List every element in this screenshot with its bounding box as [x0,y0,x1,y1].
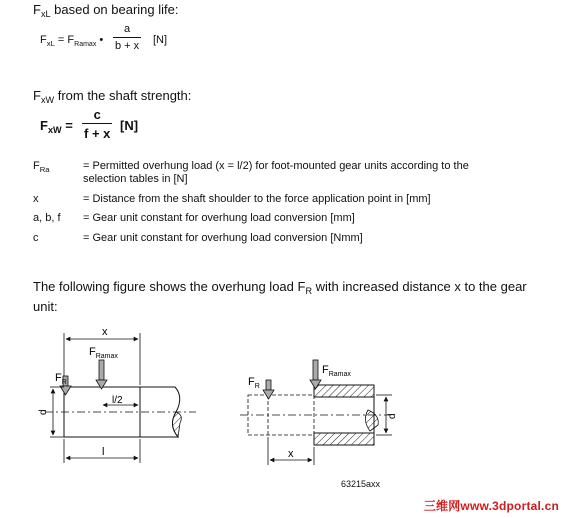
label-fr-right: $F_R$ [248,376,260,390]
formula-fxw-fraction: c f + x [84,107,111,141]
watermark: 三维网www.3dportal.cn [423,499,559,513]
heading-shaft-strength: $F_{xW}$ from the shaft strength: [33,88,192,105]
heading-bearing-life: $F_{xL}$ based on bearing life: [33,2,179,19]
formula-fxw-unit: [N] [120,118,139,133]
definition-fra: $F_{Ra}$ = Permitted overhung load (x = l/2) for foot-mounted gear units according to the selection tables in [N] [33,160,469,185]
formula-fxl-fraction: a b + x [115,23,140,52]
definition-x: x = Distance from the shaft shoulder to the force application point in [mm] [33,193,431,205]
formula-fxl-unit: [N] [153,34,168,46]
label-framax-left: $F_{Ramax}$ [89,346,118,360]
formula-fxw-lhs: $F_{xW}$ = [40,118,73,135]
right-hollow-shaft-drawing [240,360,398,465]
label-lhalf-left: l/2 [112,395,123,406]
overhung-load-figure [0,315,567,480]
label-fr-left: $F_R$ [55,372,67,386]
label-x-left: x [102,326,108,338]
left-shaft-drawing [38,326,196,463]
label-d-left: d [38,409,49,415]
figure-intro: The following figure shows the overhung load $F_R$ with increased distance x to the gear unit: [33,279,527,314]
figure-code: 63215axx [341,479,381,489]
label-x-right: x [288,448,294,460]
label-d-right: d [387,413,398,419]
definition-c: c = Gear unit constant for overhung load conversion [Nmm] [33,232,363,244]
label-l-left: l [102,446,105,458]
formula-fxl-lhs: $F_{xL} = F_{Ramax}$ • [40,34,104,48]
label-framax-right: $F_{Ramax}$ [322,364,351,378]
definition-abf: a, b, f = Gear unit constant for overhung load conversion [mm] [33,212,355,224]
